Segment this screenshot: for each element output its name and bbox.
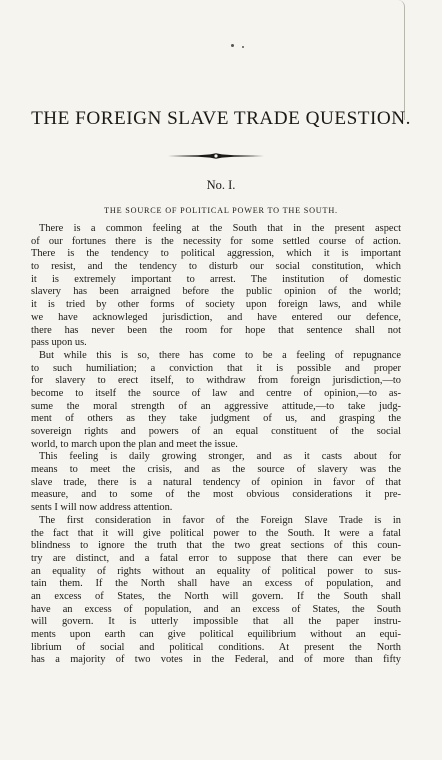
text-line: But while this is so, there has come to be a feeling of repugnance	[39, 349, 401, 361]
text-line: The first consideration in favor of the Foreign Slave Trade is in	[39, 514, 401, 526]
page-edge-mark	[398, 0, 405, 120]
text-line: become to itself the source of law and centre of opinion,—to as-	[31, 387, 401, 399]
text-line: tain them. If the North shall have an excess of population, and	[31, 578, 401, 590]
ornament-rule	[168, 152, 264, 160]
text-line: there has never been the room for hope that sentence shall not	[31, 324, 401, 336]
text-line: slavery has been arraigned before the public opinion of the world;	[31, 286, 401, 298]
text-line: have an excess of population, and an excess of States, the South	[31, 603, 401, 615]
text-line: sovereign rights and powers of an equal constituent of the social	[31, 426, 401, 437]
text-line: blindness to ignore the truth that the two great sections of this coun-	[31, 540, 401, 552]
text-line: This feeling is daily growing stronger, and as it casts about for	[39, 451, 401, 463]
text-line: to such humiliation; a conviction that it is possible and proper	[31, 362, 401, 374]
text-line: world, to march upon the plan and meet the issue.	[31, 438, 238, 450]
text-line: There is the tendency to political aggression, which it is important	[31, 248, 401, 260]
text-line: it is tried by other forms of society upon foreign laws, and while	[31, 299, 401, 311]
text-line: sents I will now address attention.	[31, 502, 173, 514]
body-text	[31, 223, 401, 667]
text-line: ment of others as they take judgment of us, and grasping the	[31, 413, 401, 425]
text-line: measure, and to some of the most obvious considerations it pre-	[31, 489, 401, 501]
text-line: means to meet the crisis, and as the source of slavery was the	[31, 464, 401, 476]
text-line: the fact that it will give political power to the South. It were a fatal	[31, 527, 401, 539]
text-line: There is a common feeling at the South that in the present aspect	[39, 223, 401, 234]
text-line: for slavery to erect itself, to withdraw from foreign jurisdiction,—to	[31, 375, 401, 387]
text-line: an excess of States, the North will govern. If the South shall	[31, 590, 401, 602]
text-line: ments upon earth can give political equilibrium without an equi-	[31, 629, 401, 640]
text-line: sume the moral strength of an aggressive attitude,—to take judg-	[31, 400, 401, 412]
text-line: librium of social and political conditions. At present the North	[31, 641, 401, 653]
article-number: No. I.	[206, 178, 236, 192]
text-line: will govern. It is utterly impossible that all the paper instru-	[31, 616, 401, 628]
ink-speck	[231, 44, 234, 47]
text-line: pass upon us.	[31, 337, 87, 349]
article-subtitle: THE SOURCE OF POLITICAL POWER TO THE SOUTH.	[104, 206, 338, 215]
ink-speck	[242, 46, 244, 48]
text-line: of our fortunes there is the necessity for some settled course of action.	[31, 235, 401, 247]
text-line: try are distinct, and a fatal error to suppose that there can ever be	[31, 552, 401, 564]
text-line: has a majority of two votes in the Federal, and of more than fifty	[31, 654, 401, 666]
text-line: it is extremely important to arrest. The institution of domestic	[31, 273, 401, 285]
text-line: to resist, and the tendency to disturb our social constitution, which	[31, 261, 401, 273]
text-line: we have acknowleged jurisdiction, and have entered our defence,	[31, 311, 401, 323]
text-line: slave trade, there is a natural tendency of opinion in favor of that	[31, 476, 401, 488]
text-line: an equality of rights without an equality of political power to sus-	[31, 565, 401, 577]
document-title: THE FOREIGN SLAVE TRADE QUESTION.	[31, 108, 411, 129]
